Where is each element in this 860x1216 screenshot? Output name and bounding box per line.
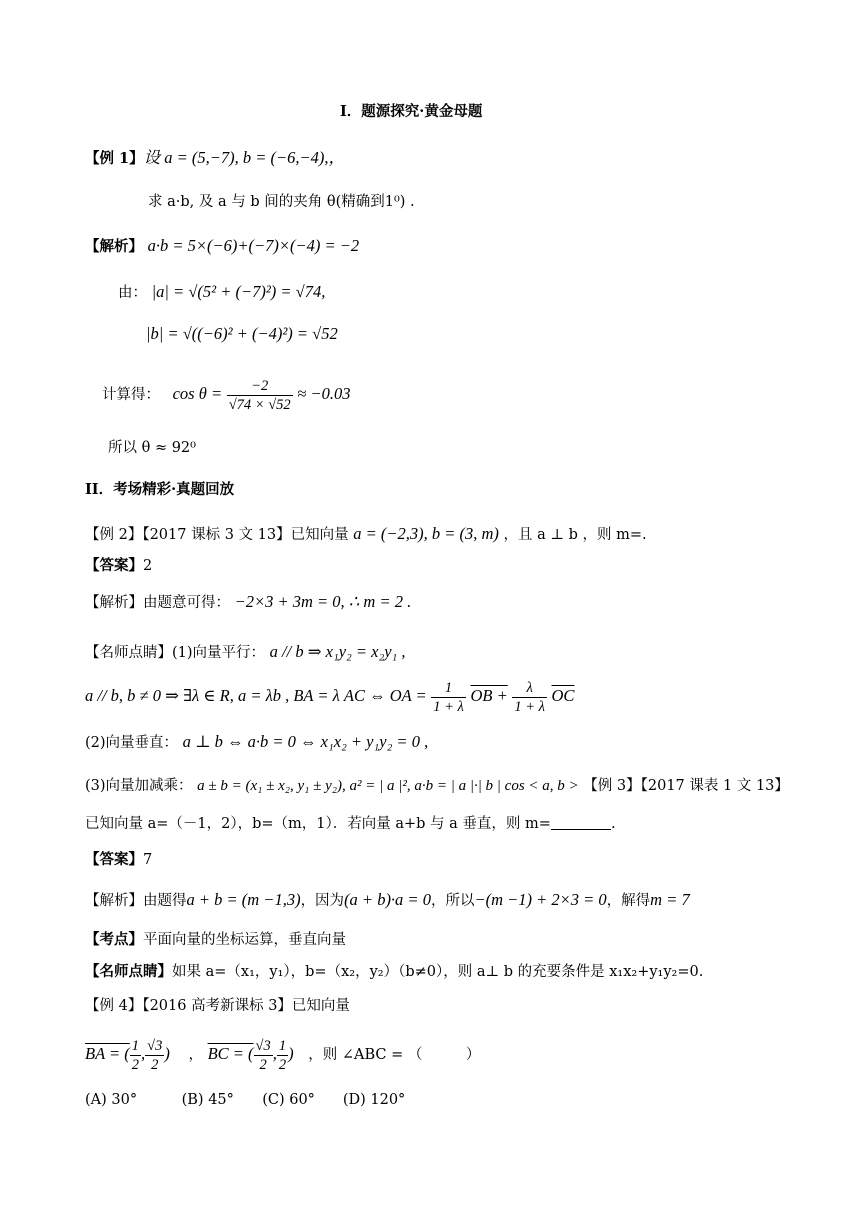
bc-frac-1 <box>254 1037 273 1074</box>
example-2-label: 【例 2】【2017 课标 3 文 13】已知向量 <box>85 527 349 543</box>
vector-bc: BC = ( <box>207 1044 254 1063</box>
fraction-1-den: 1 + λ <box>433 698 464 715</box>
solution-label: 【解析】由题得 <box>85 893 187 909</box>
example-4-label: 【例 4】【2016 高考新课标 3】已知向量 <box>85 998 350 1014</box>
example-3-solution <box>85 890 690 911</box>
tip-text: 如果 a=（x₁，y₁），b=（x₂，y₂）（b≠0），则 a⊥ b 的充要条件是 x₁x₂+y₁y₂=0. <box>172 964 704 980</box>
tip-label: 【名师点睛】 <box>85 963 172 980</box>
example-2-solution <box>85 592 411 613</box>
solution-label: 【解析】 <box>85 238 143 255</box>
tip-operations <box>85 776 789 796</box>
fraction-1-num: 1 <box>431 679 466 698</box>
ba-frac-1-num: 1 <box>131 1037 139 1054</box>
example-2-question <box>85 524 647 545</box>
tip-parallel <box>85 642 406 663</box>
answer-blank <box>551 815 611 830</box>
bc-frac-1-num: √3 <box>255 1037 271 1054</box>
fraction-2 <box>512 679 547 716</box>
fraction-2-num: λ <box>512 679 547 698</box>
cos-numerator: −2 <box>227 377 293 396</box>
example-2-answer <box>85 556 152 576</box>
solution-eq: −2×3 + 3m = 0, ∴ m = 2 . <box>234 592 412 611</box>
answer-label: 【答案】 <box>85 851 143 868</box>
example-3-text: 已知向量 a=（－1，2），b=（m，1）．若向量 a+b 与 a 垂直，则 m= <box>85 816 551 832</box>
bc-frac-2-den: 2 <box>278 1056 287 1073</box>
example-2-vectors: a = (−2,3), b = (3, m) <box>353 524 499 543</box>
fraction-1 <box>431 679 466 716</box>
bc-frac-2 <box>277 1037 288 1074</box>
keypoint-label: 【考点】 <box>85 931 143 948</box>
tip-perpendicular <box>85 732 428 753</box>
option-d: (D) 120° <box>342 1092 406 1108</box>
example-2-condition: ，且 a ⊥ b ，则 m=. <box>503 527 647 543</box>
answer-value: 7 <box>143 852 153 868</box>
ba-frac-2-num: √3 <box>147 1037 163 1054</box>
ba-frac-2 <box>145 1037 164 1074</box>
option-b: (B) 45° <box>181 1092 234 1108</box>
dot-product-eq: a·b = 5×(−6)+(−7)×(−4) = −2 <box>147 236 360 255</box>
solution-label: 【解析】由题意可得： <box>85 595 230 611</box>
example-1-label: 【例 1】 <box>85 150 144 167</box>
example-1-given <box>85 148 345 169</box>
cos-line <box>102 368 350 420</box>
example-3-text-end: . <box>610 816 616 832</box>
ba-frac-1 <box>130 1037 141 1074</box>
option-c: (C) 60° <box>262 1092 315 1108</box>
cos-rhs: ≈ −0.03 <box>297 384 351 403</box>
example-4-options <box>85 1090 405 1110</box>
sol-eq-3: (a + b)·a = 0 <box>344 890 431 909</box>
norm-a-line <box>118 282 325 303</box>
example-3-keypoint <box>85 930 346 950</box>
tip-parallel-eq2: a // b, b ≠ 0 ⇒ ∃λ ∈ R, a = λb , BA = λ AC ⇔ OA = <box>85 686 427 705</box>
tip-3-label: (3)向量加减乘： <box>85 778 193 794</box>
cos-fraction <box>227 377 293 414</box>
norm-a-eq: |a| = √(5² + (−7)²) = √74, <box>151 282 326 301</box>
example-1-ask: 求 a·b, 及 a 与 b 间的夹角 θ(精确到1⁰) . <box>148 194 415 210</box>
tip-operations-eq: a ± b = (x₁ ± x₂, y₁ ± y₂), a² = | a |², a·b = | a |·| b | cos < a, b > <box>197 778 579 794</box>
example-4-ask: ，则 ∠ABC = （ ） <box>308 1047 481 1063</box>
from-label: 由： <box>118 285 147 301</box>
vector-oc: $\overline{OC}$ <box>551 686 575 705</box>
conclusion: 所以 θ ≈ 92⁰ <box>108 440 196 456</box>
calc-label: 计算得： <box>102 387 160 403</box>
sol-text-2: ，因为 <box>300 893 345 909</box>
example-3-question <box>85 814 616 834</box>
sol-eq-5: −(m −1) + 2×3 = 0 <box>474 890 607 909</box>
sol-eq-1: a + b = (m −1,3) <box>186 890 301 909</box>
tip-parallel-eq: a // b ⇒ x₁y₂ = x₂y₁ , <box>269 642 406 661</box>
tip-parallel-2 <box>85 674 574 718</box>
answer-label: 【答案】 <box>85 557 143 574</box>
answer-value: 2 <box>143 558 153 574</box>
fraction-2-den: 1 + λ <box>514 698 545 715</box>
section-title-2: II．考场精彩·真题回放 <box>85 481 235 498</box>
vector-ba: BA = ( <box>85 1044 130 1063</box>
tip-2-label: (2)向量垂直： <box>85 735 179 751</box>
option-a: (A) 30° <box>85 1092 138 1108</box>
cos-denominator: √74 × √52 <box>228 396 291 413</box>
bc-frac-1-den: 2 <box>259 1056 267 1073</box>
bc-frac-2-num: 1 <box>278 1037 287 1054</box>
example-3-label: 【例 3】【2017 课表 1 文 13】 <box>583 778 789 794</box>
example-3-answer <box>85 850 152 870</box>
example-4-vectors: BA = ( $\frac{1}{2}$ , $\frac{√3}{2}$ ) ， BC = ( $\frac{√3}{2}$ , $\frac{1}{2}$ ) ，则 ∠ABC = （ ） <box>85 1037 481 1073</box>
section-title-1: I．题源探究·黄金母题 <box>340 103 483 120</box>
ba-frac-1-den: 2 <box>131 1056 139 1073</box>
vector-ob: OB + <box>470 686 508 705</box>
sol-eq-7: m = 7 <box>650 890 690 909</box>
sol-text-6: ，解得 <box>606 893 651 909</box>
example-1-solution <box>85 236 359 257</box>
norm-b-eq: |b| = √((−6)² + (−4)²) = √52 <box>146 324 338 343</box>
cos-lhs: cos θ = <box>172 384 223 403</box>
tip-label: 【名师点睛】(1)向量平行： <box>85 645 266 661</box>
tip-perpendicular-eq: a ⊥ b ⇔ a·b = 0 ⇔ x₁x₂ + y₁y₂ = 0 , <box>182 732 429 751</box>
ba-frac-2-den: 2 <box>151 1056 159 1073</box>
keypoint-text: 平面向量的坐标运算，垂直向量 <box>143 932 346 948</box>
example-3-tip <box>85 962 703 982</box>
sol-text-4: ，所以 <box>430 893 475 909</box>
example-1-vectors: 设 a = (5,−7), b = (−6,−4),， <box>143 148 346 167</box>
